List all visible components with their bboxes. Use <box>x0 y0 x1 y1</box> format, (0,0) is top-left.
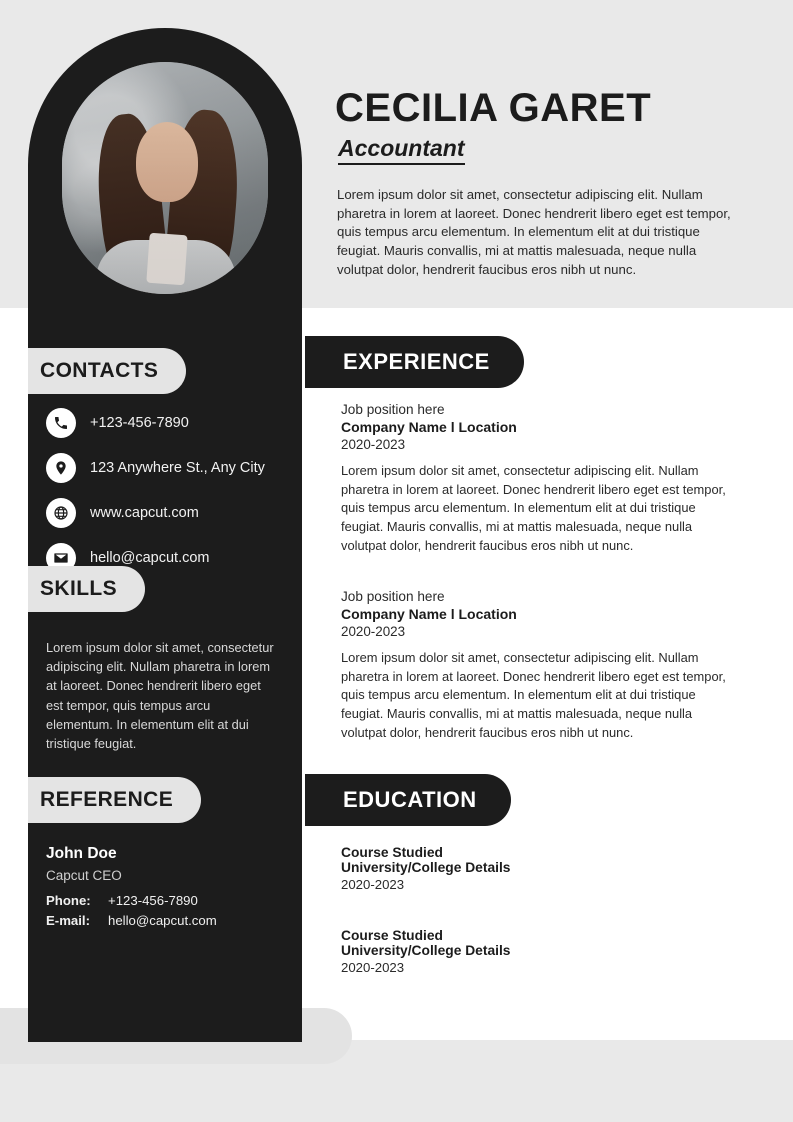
education-course: Course Studied <box>341 928 443 943</box>
reference-contact-rows <box>46 893 286 933</box>
location-pin-icon <box>46 453 76 483</box>
experience-company: Company Name l Location <box>341 606 517 622</box>
skills-description: Lorem ipsum dolor sit amet, consectetur adipiscing elit. Nullam pharetra in lorem at laoreet. Donec hendrerit libero eget est tempor, quis tempus arcu elementum. In elementum elit at dui tristique feugiat. <box>46 640 274 751</box>
contact-list <box>46 405 296 585</box>
education-title: EDUCATION <box>343 787 477 812</box>
contact-phone-text: +123-456-7890 <box>90 415 189 431</box>
experience-position: Job position here <box>341 402 445 417</box>
experience-dates: 2020-2023 <box>341 437 406 452</box>
contacts-title: CONTACTS <box>40 359 159 382</box>
reference-email-value: hello@capcut.com <box>108 913 217 928</box>
contact-item-phone[interactable] <box>46 405 296 441</box>
education-school: University/College Details <box>341 860 511 875</box>
reference-email-label: E-mail: <box>46 913 90 928</box>
photo-shading <box>62 62 268 294</box>
reference-job-title: Capcut CEO <box>46 868 122 883</box>
experience-company: Company Name l Location <box>341 419 517 435</box>
reference-title: REFERENCE <box>40 788 174 811</box>
profile-photo <box>62 62 268 294</box>
experience-item <box>341 402 737 556</box>
globe-icon <box>46 498 76 528</box>
reference-phone-row <box>46 893 286 908</box>
contact-address-text: 123 Anywhere St., Any City <box>90 460 265 476</box>
contact-item-website[interactable] <box>46 495 296 531</box>
section-heading-reference <box>28 777 201 823</box>
education-course: Course Studied <box>341 845 443 860</box>
experience-description: Lorem ipsum dolor sit amet, consectetur adipiscing elit. Nullam pharetra in lorem at laoreet. Donec hendrerit libero eget est tempor, quis tempus arcu elementum. In elementum elit at dui tristique feugiat. Mauris convallis, mi at mattis malesuada, neque nulla volutpat dolor, hendrerit faucibus eros nibh ut nunc. <box>341 463 726 553</box>
reference-name: John Doe <box>46 845 117 862</box>
contact-email-text: hello@capcut.com <box>90 550 210 566</box>
education-dates: 2020-2023 <box>341 960 405 975</box>
education-dates: 2020-2023 <box>341 877 405 892</box>
profile-summary: Lorem ipsum dolor sit amet, consectetur adipiscing elit. Nullam pharetra in lorem at laoreet. Donec hendrerit libero eget est tempor, quis tempus arcu elementum. In elementum elit at dui tristique feugiat. Mauris convallis, mi at mattis malesuada, neque nulla volutpat dolor, hendrerit faucibus eros nibh ut nunc. <box>337 187 731 277</box>
section-heading-education <box>305 774 511 826</box>
education-school: University/College Details <box>341 943 511 958</box>
experience-dates: 2020-2023 <box>341 624 406 639</box>
section-heading-experience <box>305 336 524 388</box>
reference-phone-label: Phone: <box>46 893 91 908</box>
contact-website-text: www.capcut.com <box>90 505 199 521</box>
job-role-subtitle: Accountant <box>338 136 465 165</box>
experience-item <box>341 589 737 743</box>
experience-title: EXPERIENCE <box>343 349 490 374</box>
page-title: CECILIA GARET <box>335 86 652 130</box>
section-heading-skills <box>28 566 145 612</box>
contact-item-address[interactable] <box>46 450 296 486</box>
reference-email-row <box>46 913 286 928</box>
reference-phone-value: +123-456-7890 <box>108 893 198 908</box>
education-item <box>341 928 737 975</box>
phone-icon <box>46 408 76 438</box>
experience-description: Lorem ipsum dolor sit amet, consectetur adipiscing elit. Nullam pharetra in lorem at laoreet. Donec hendrerit libero eget est tempor, quis tempus arcu elementum. In elementum elit at dui tristique feugiat. Mauris convallis, mi at mattis malesuada, neque nulla volutpat dolor, hendrerit faucibus eros nibh ut nunc. <box>341 650 726 740</box>
experience-position: Job position here <box>341 589 445 604</box>
skills-title: SKILLS <box>40 577 118 600</box>
section-heading-contacts <box>28 348 186 394</box>
education-item <box>341 845 737 892</box>
